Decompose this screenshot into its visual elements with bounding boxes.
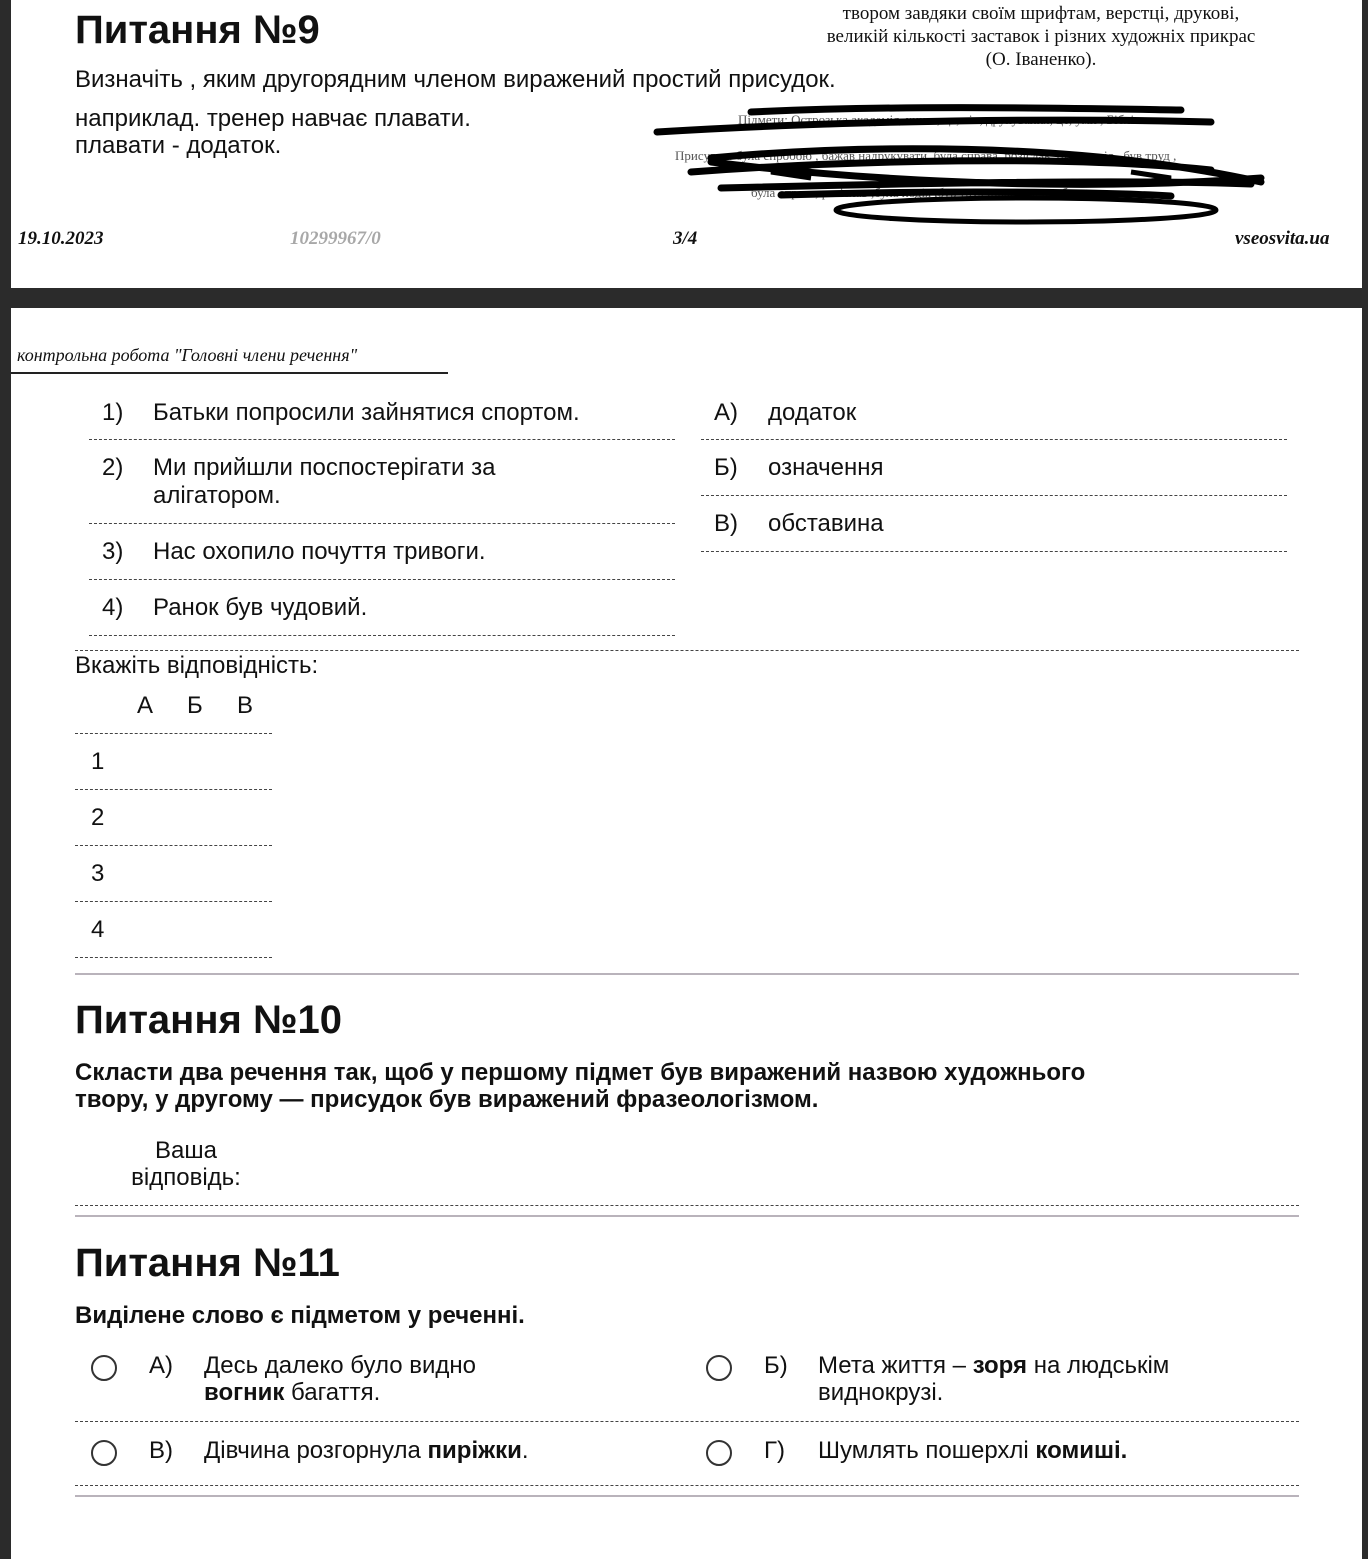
book-excerpt (801, 2, 1281, 71)
grid-row-label: 3 (91, 860, 105, 887)
excerpt-line: твором завдяки своїм шрифтам, верстці, друкові, (842, 3, 1240, 24)
row-divider (701, 551, 1287, 552)
question-10-text-line2: твору, у другому — присудок був виражений фразеологізмом. (75, 1086, 819, 1113)
scribble-overlay (651, 100, 1291, 230)
row-divider (89, 523, 675, 524)
highlighted-word: комиші. (1035, 1437, 1128, 1464)
row-divider (701, 439, 1287, 440)
row-divider (89, 579, 675, 580)
option-text: . (521, 1437, 529, 1464)
match-option-letter: А) (714, 399, 738, 426)
option-a-text-line1: Десь далеко було видно (204, 1352, 477, 1379)
header-underline (11, 372, 448, 374)
question-9-instruction: Визначіть , яким другорядним членом виражений простий присудок. (75, 66, 836, 93)
question-10-title: Питання №10 (75, 998, 343, 1042)
option-text: багаття. (284, 1379, 381, 1406)
subjects-notes: Підмети: Острозька академія, книга, це, він, друкування, це, уми , Біблія (738, 112, 1141, 127)
grid-divider (75, 789, 272, 790)
option-text: Шумлять пошерхлі (818, 1437, 1036, 1464)
scribble-loop (836, 198, 1216, 222)
grid-column-header: Б (187, 692, 203, 719)
match-item-num: 1) (102, 399, 124, 426)
match-option-text: додаток (768, 399, 857, 426)
grid-divider (75, 845, 272, 846)
answer-example-line2: плавати - додаток. (75, 132, 282, 159)
answer-line[interactable] (75, 1205, 1299, 1206)
grid-column-header: А (137, 692, 154, 719)
option-divider (75, 1485, 1299, 1486)
option-c-radio[interactable] (91, 1440, 117, 1466)
match-option-letter: В) (714, 510, 738, 537)
grid-row-label: 4 (91, 916, 105, 943)
grid-column-header: В (237, 692, 254, 719)
match-option-text: означення (768, 454, 884, 481)
option-d-text (818, 1437, 1127, 1465)
option-text: Мета життя – (818, 1352, 973, 1379)
page-3-sheet (11, 0, 1362, 288)
section-divider (75, 650, 1299, 651)
highlighted-word: зоря (972, 1352, 1028, 1379)
excerpt-line: (О. Іваненко). (985, 49, 1097, 70)
match-item-num: 2) (102, 454, 124, 481)
option-letter: Б) (764, 1352, 788, 1379)
option-b-text-line2: виднокрузі. (818, 1379, 944, 1406)
option-divider (75, 1421, 1299, 1422)
question-separator (75, 1495, 1299, 1497)
match-option-letter: Б) (714, 454, 738, 481)
option-text: Дівчина розгорнула (204, 1437, 428, 1464)
page-4-sheet (11, 308, 1362, 1559)
grid-divider (75, 901, 272, 902)
grid-divider (75, 957, 272, 958)
row-divider (89, 635, 675, 636)
option-c-text (204, 1437, 529, 1465)
excerpt-line: великій кількості заставок і різних художніх прикрас (826, 26, 1256, 47)
question-10-text-line1: Скласти два речення так, щоб у першому підмет був виражений назвою художнього (75, 1059, 1086, 1086)
option-d-radio[interactable] (706, 1440, 732, 1466)
predicates-notes-2: була справа, розіслав ,була подія ,був труд ,працювали , була твором. (751, 185, 1132, 200)
footer-code: 10299967/0 (290, 228, 381, 249)
option-a-radio[interactable] (91, 1355, 117, 1381)
answer-example-line1: наприклад. тренер навчає плавати. (75, 105, 471, 132)
match-item-text: алігатором. (153, 482, 281, 509)
grid-divider (75, 733, 272, 734)
answer-label (111, 1137, 261, 1191)
match-item-text: Ранок був чудовий. (153, 594, 368, 621)
document-header-title: контрольна робота "Головні члени речення" (17, 345, 358, 365)
match-option-text: обставина (768, 510, 884, 537)
option-b-text-line1 (818, 1352, 1169, 1380)
option-letter: В) (149, 1437, 173, 1464)
option-text: на людськім (1027, 1352, 1170, 1379)
highlighted-word: пиріжки (427, 1437, 522, 1464)
predicates-notes: Присудки: була спробою , бажав надрукувати, була справа, розіслав ,була подія , був труд , (675, 148, 1177, 163)
grid-row-label: 1 (91, 748, 105, 775)
option-letter: А) (149, 1352, 173, 1379)
question-11-title: Питання №11 (75, 1241, 340, 1285)
match-item-num: 4) (102, 594, 124, 621)
match-item-num: 3) (102, 538, 124, 565)
match-item-text: Нас охопило почуття тривоги. (153, 538, 486, 565)
answer-label-line: відповідь: (131, 1164, 241, 1191)
match-item-text: Батьки попросили зайнятися спортом. (153, 399, 580, 426)
option-a-text-line2 (204, 1379, 380, 1407)
question-separator (75, 973, 1299, 975)
row-divider (89, 439, 675, 440)
answer-label-line: Ваша (155, 1137, 217, 1164)
question-separator (75, 1215, 1299, 1217)
row-divider (701, 495, 1287, 496)
question-9-title: Питання №9 (75, 8, 320, 52)
question-11-text: Виділене слово є підметом у реченні. (75, 1302, 525, 1329)
footer-page-number: 3/4 (673, 228, 698, 249)
match-prompt: Вкажіть відповідність: (75, 652, 319, 679)
match-item-text: Ми прийшли поспостерігати за (153, 454, 496, 481)
footer-date: 19.10.2023 (18, 228, 104, 249)
highlighted-word: вогник (204, 1379, 285, 1406)
scribble-stroke (657, 108, 1261, 196)
grid-row-label: 2 (91, 804, 105, 831)
footer-site: vseosvita.ua (1235, 228, 1330, 249)
option-letter: Г) (764, 1437, 785, 1464)
option-b-radio[interactable] (706, 1355, 732, 1381)
